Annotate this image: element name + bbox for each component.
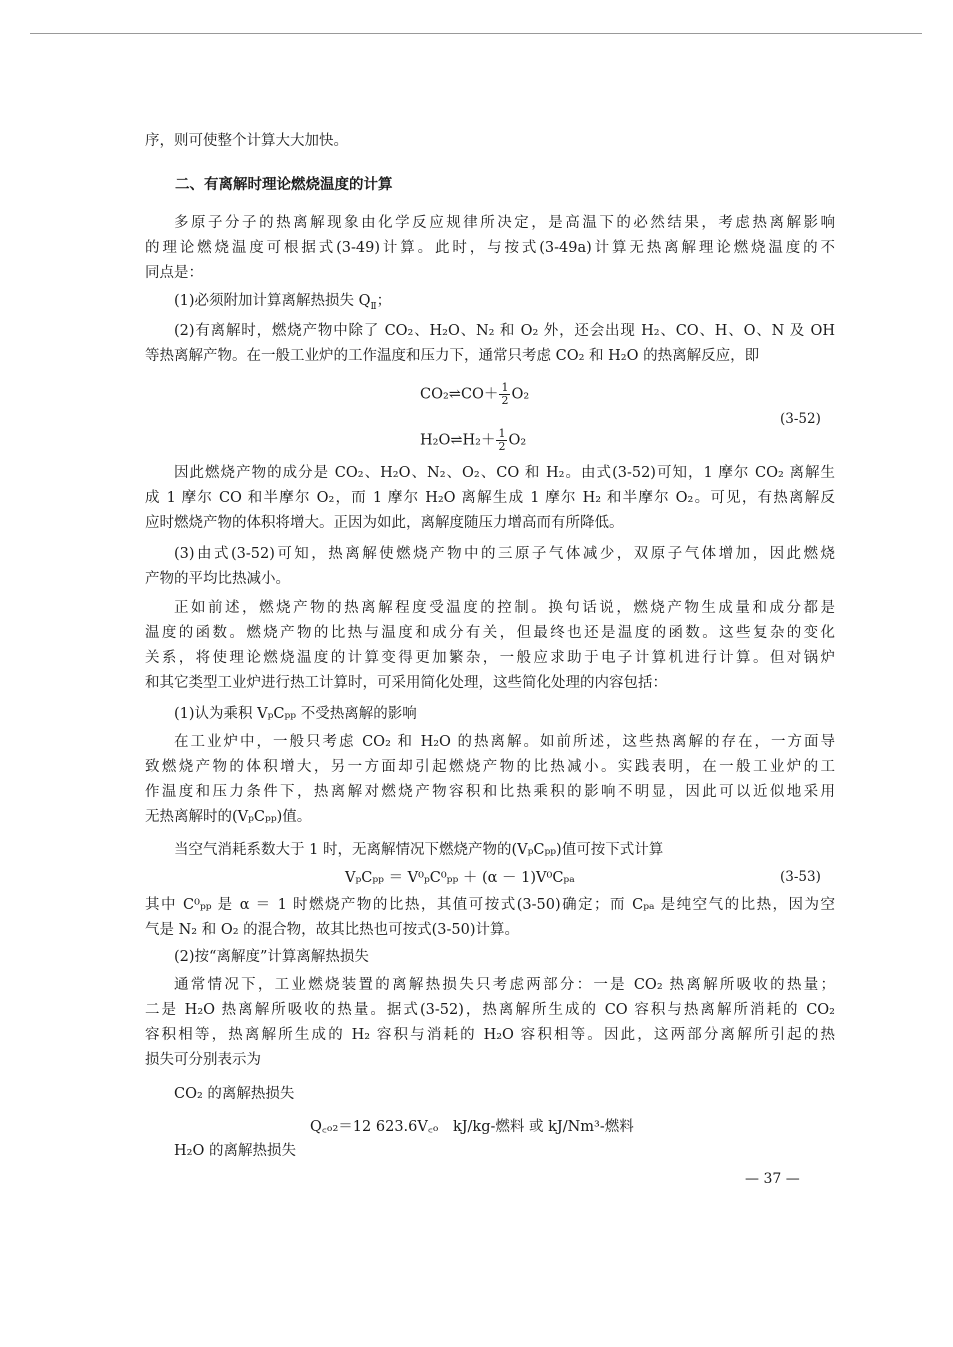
equation-number: (3-52): [780, 411, 821, 427]
fraction-denominator: 2: [501, 394, 509, 407]
section-heading: 二、有离解时理论燃烧温度的计算: [175, 177, 393, 193]
item-1-subscript: Ⅱ: [370, 301, 377, 312]
equation-term: O₂: [511, 386, 530, 403]
equation-term: O₂: [508, 432, 527, 449]
fraction-numerator: 1: [501, 381, 509, 394]
equation-3-53: VₚCₚₚ ＝ V⁰ₚC⁰ₚₚ ＋ (α － 1)V⁰Cₚₐ: [345, 870, 575, 886]
fraction-numerator: 1: [498, 427, 506, 440]
paragraph-3: [145, 596, 835, 696]
text-line: 温度的函数。燃烧产物的比热与温度和成分有关，但最终也还是温度的函数。这些复杂的变化: [145, 625, 835, 641]
subitem-2: (2)按“离解度”计算离解热损失: [174, 949, 369, 965]
text-line: 成 1 摩尔 CO 和半摩尔 O₂，而 1 摩尔 H₂O 离解生成 1 摩尔 H₂ 和半摩尔 O₂。可见，有热离解反: [145, 490, 835, 506]
fraction-one-half: [499, 382, 510, 407]
paragraph-7: [145, 973, 835, 1073]
item-2: [145, 319, 835, 369]
text-line: 二是 H₂O 热离解所吸收的热量。据式(3-52)，热离解所生成的 CO 容积与热离解所消耗的 CO₂: [145, 1002, 835, 1018]
text-line: 其中 C⁰ₚₚ 是 α ＝ 1 时燃烧产物的比热，其值可按式(3-50)确定；而 Cₚₐ 是纯空气的比热，因为空: [145, 897, 835, 913]
text-line: 在工业炉中，一般只考虑 CO₂ 和 H₂O 的热离解。如前所述，这些热离解的存在，一方面导: [174, 734, 835, 750]
text-line: 无热离解时的(VₚCₚₚ)值。: [145, 809, 312, 825]
top-rule: [30, 33, 922, 34]
fraction-denominator: 2: [498, 440, 506, 453]
item-3: [145, 542, 835, 592]
text-line: 致燃烧产物的体积增大，另一方面却引起燃烧产物的比热减小。实践表明，在一般工业炉的工: [145, 759, 835, 775]
page-number: — 37 —: [745, 1171, 800, 1187]
item-1-text: (1)必须附加计算离解热损失 Q: [174, 293, 371, 309]
text-line: 通常情况下，工业燃烧装置的离解热损失只考虑两部分：一是 CO₂ 热离解所吸收的热量；: [174, 977, 835, 993]
text-line: (3)由式(3-52)可知，热离解使燃烧产物中的三原子气体减少，双原子气体增加，因此燃烧: [174, 546, 835, 562]
h2o-label: H₂O 的离解热损失: [174, 1143, 296, 1159]
text-line: 因此燃烧产物的成分是 CO₂、H₂O、N₂、O₂、CO 和 H₂。由式(3-52)可知，1 摩尔 CO₂ 离解生: [174, 465, 835, 481]
fraction-one-half: [496, 428, 507, 453]
paragraph-6: [145, 893, 835, 943]
continued-paragraph: 序，则可使整个计算大大加快。: [145, 133, 348, 149]
equation-lhs: H₂O⇌H₂＋: [420, 432, 496, 449]
equation-number: (3-53): [780, 869, 821, 885]
subitem-1: (1)认为乘积 VₚCₚₚ 不受热离解的影响: [174, 706, 417, 722]
paragraph-2: [145, 461, 835, 536]
paragraph-1: [145, 211, 835, 286]
equation-qco2: Q꜀ₒ₂＝12 623.6V꜀ₒ kJ/kg-燃料 或 kJ/Nm³-燃料: [310, 1119, 634, 1135]
item-1: [145, 289, 835, 320]
equation-lhs: CO₂⇌CO＋: [420, 386, 499, 403]
item-1-end: ；: [376, 293, 392, 309]
text-line: 多原子分子的热离解现象由化学反应规律所决定，是高温下的必然结果，考虑热离解影响: [174, 215, 835, 231]
text-line: 的理论燃烧温度可根据式(3-49)计算。此时，与按式(3-49a)计算无热离解理论燃烧温度的不: [145, 240, 835, 256]
text-line: 气是 N₂ 和 O₂ 的混合物，故其比热也可按式(3-50)计算。: [145, 922, 520, 938]
co2-label: CO₂ 的离解热损失: [174, 1086, 295, 1102]
paragraph-5: 当空气消耗系数大于 1 时，无离解情况下燃烧产物的(VₚCₚₚ)值可按下式计算: [174, 842, 664, 858]
text-line: 正如前述，燃烧产物的热离解程度受温度的控制。换句话说，燃烧产物生成量和成分都是: [174, 600, 835, 616]
text-line: 容积相等，热离解所生成的 H₂ 容积与消耗的 H₂O 容积相等。因此，这两部分离解所引起的热: [145, 1027, 835, 1043]
equation-3-52a: [420, 382, 529, 407]
equation-3-52b: [420, 428, 526, 453]
text-line: 损失可分别表示为: [145, 1052, 261, 1068]
paragraph-4: [145, 730, 835, 830]
text-line: 作温度和压力条件下，热离解对燃烧产物容积和比热乘积的影响不明显，因此可以近似地采用: [145, 784, 835, 800]
text-line: 关系，将使理论燃烧温度的计算变得更加繁杂，一般应求助于电子计算机进行计算。但对锅炉: [145, 650, 835, 666]
text-line: 等热离解产物。在一般工业炉的工作温度和压力下，通常只考虑 CO₂ 和 H₂O 的热离解反应，即: [145, 348, 760, 364]
text-line: 应时燃烧产物的体积将增大。正因为如此，离解度随压力增高而有所降低。: [145, 515, 624, 531]
text-line: 和其它类型工业炉进行热工计算时，可采用简化处理，这些简化处理的内容包括：: [145, 675, 667, 691]
text-line: 同点是：: [145, 265, 203, 281]
text-line: (2)有离解时，燃烧产物中除了 CO₂、H₂O、N₂ 和 O₂ 外，还会出现 H₂、CO、H、O、N 及 OH: [174, 323, 835, 339]
text-line: 产物的平均比热减小。: [145, 571, 290, 587]
